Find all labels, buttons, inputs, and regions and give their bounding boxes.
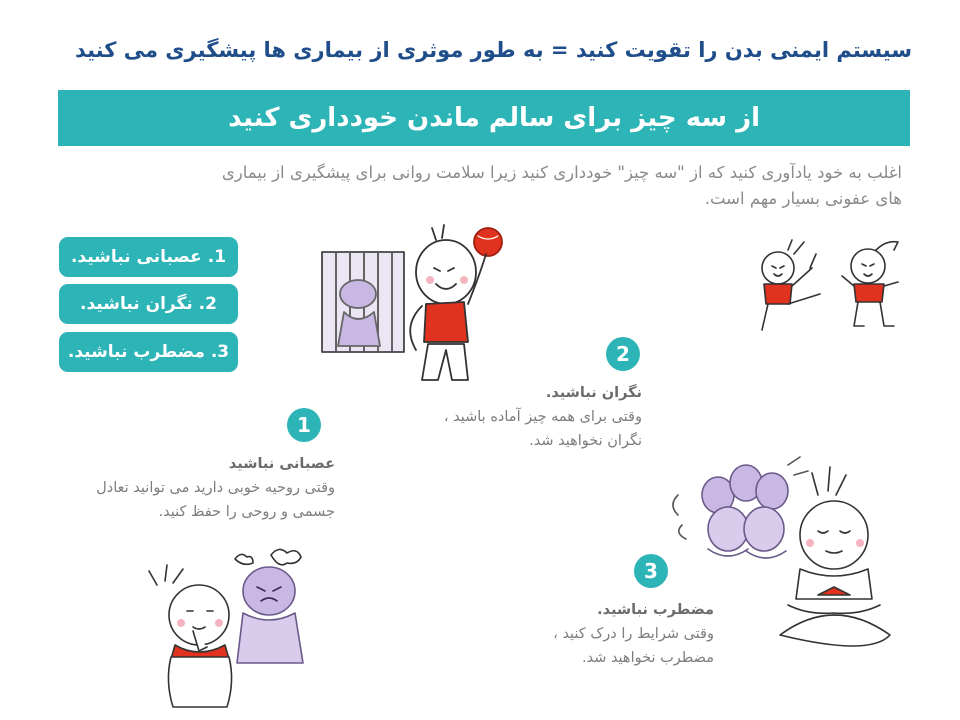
meditating-boy-anxious-crowd-illustration [668, 455, 893, 665]
title-banner [58, 90, 910, 146]
point-1-line-1: وقتی روحیه خوبی دارید می توانید تعادل [96, 480, 335, 496]
list-item-3: 3. مضطرب نباشید. [59, 332, 238, 372]
list-item-2: 2. نگران نباشید. [59, 284, 238, 324]
point-1-heading: عصبانی نباشید [228, 456, 335, 472]
point-number-2: 2 [606, 337, 640, 371]
page-title: سیستم ایمنی بدن را تقویت کنید = به طور موثری از بیماری ها پیشگیری می کنید [74, 38, 912, 62]
point-3-heading: مضطرب نباشید. [597, 602, 714, 618]
intro-line-1: اغلب به خود یادآوری کنید که از "سه چیز" خودداری کنید زیرا سلامت روانی برای پیشگیری از بیماری [221, 163, 902, 182]
point-1-line-2: جسمی و روحی را حفظ کنید. [158, 504, 335, 520]
intro-paragraph [80, 160, 902, 212]
point-number-1: 1 [287, 408, 321, 442]
point-2-line-1: وقتی برای همه چیز آماده باشید ، [443, 409, 642, 425]
point-3-line-1: وقتی شرایط را درک کنید ، [553, 626, 714, 642]
kids-exercising-illustration [738, 232, 918, 332]
point-3-line-2: مضطرب نخواهید شد. [581, 650, 714, 666]
banner-title: از سه چیز برای سالم ماندن خودداری کنید [228, 103, 760, 133]
point-2-heading: نگران نباشید. [545, 385, 642, 401]
point-2-line-2: نگران نخواهید شد. [529, 433, 642, 449]
boy-ball-jail-illustration [318, 222, 528, 387]
calm-girl-angry-person-illustration [135, 545, 315, 715]
point-1-text [96, 452, 335, 524]
list-item-1: 1. عصبانی نباشید. [59, 237, 238, 277]
intro-line-2: های عفونی بسیار مهم است. [704, 189, 902, 208]
point-number-3: 3 [634, 554, 668, 588]
point-2-text [444, 381, 642, 453]
